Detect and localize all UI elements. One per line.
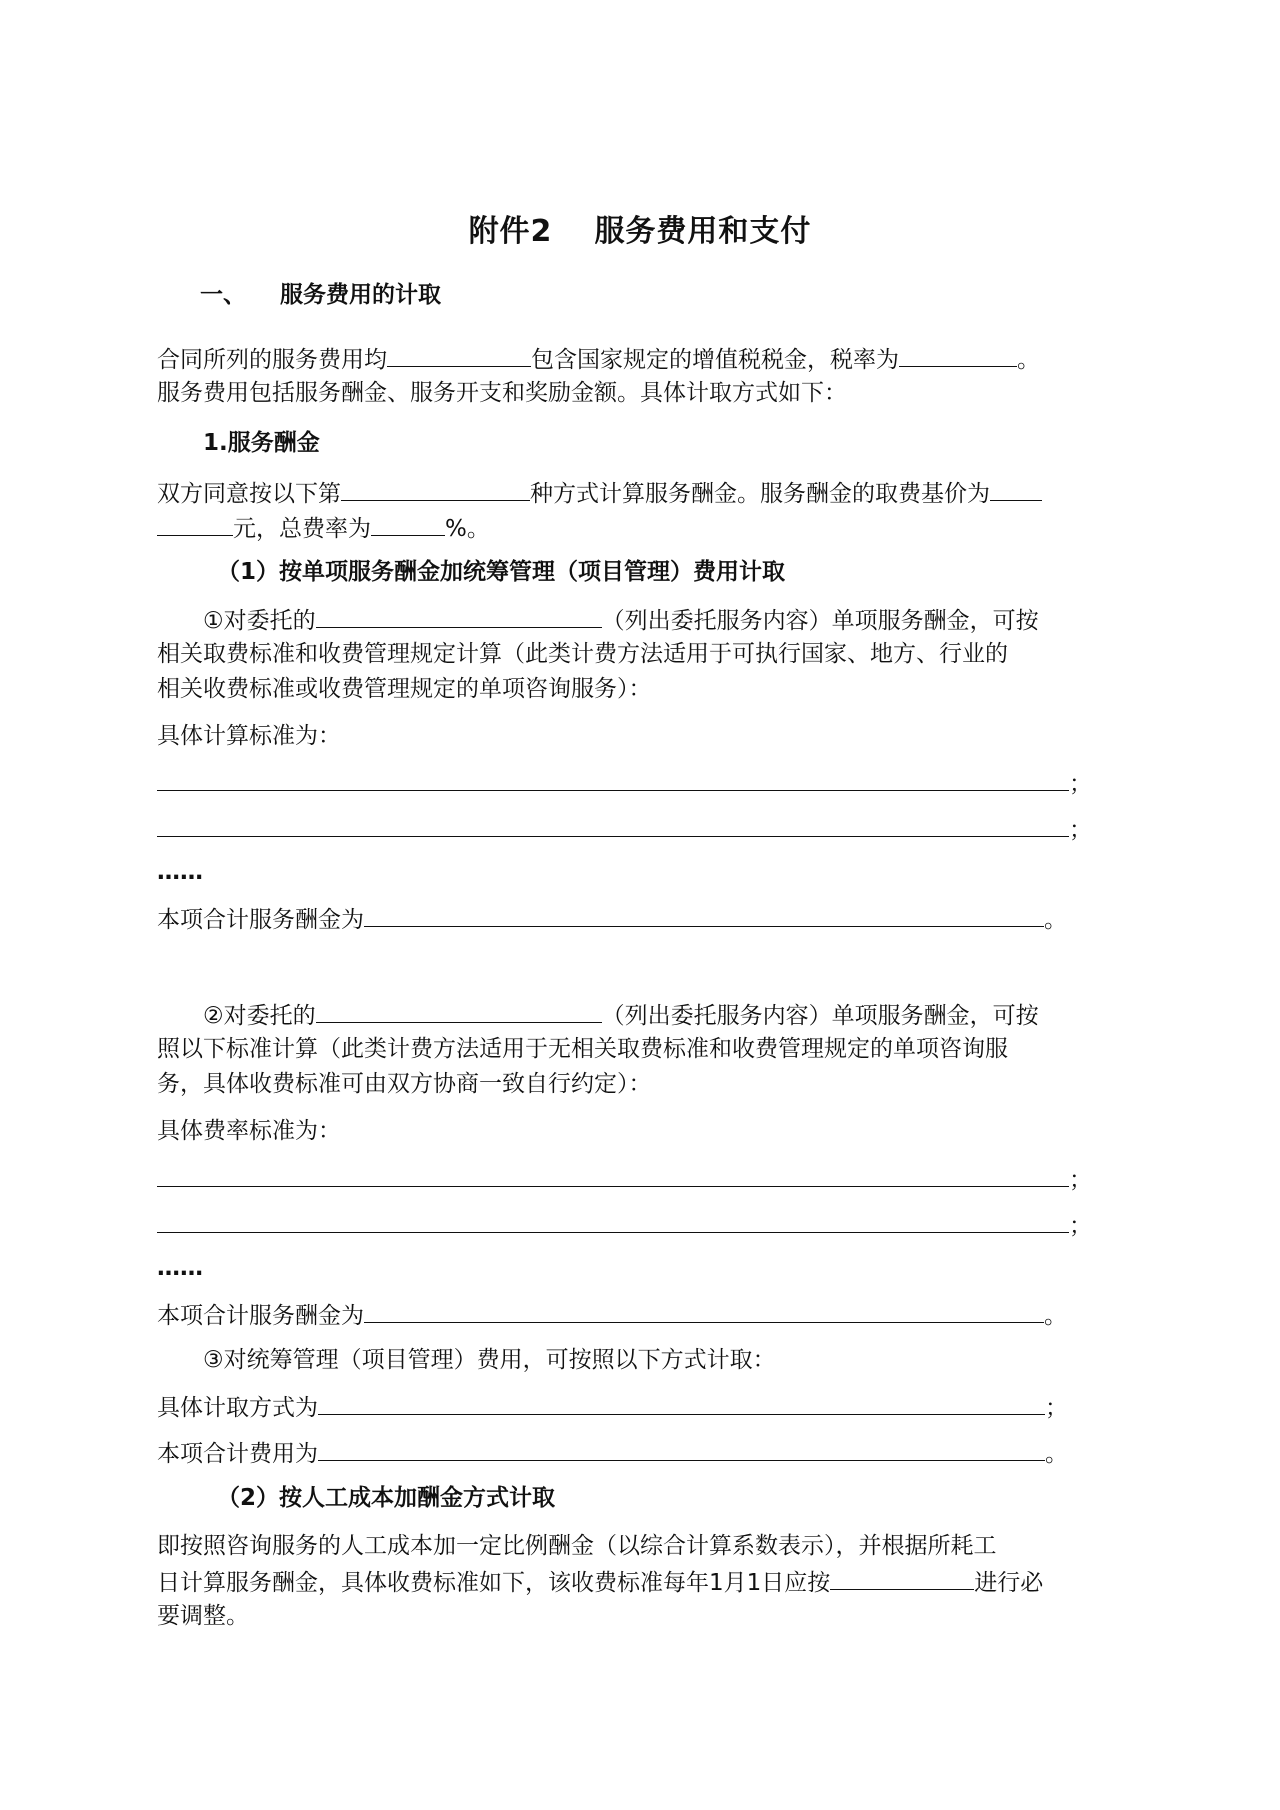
- method1-b-line-3: 务，具体收费标准可由双方协商一致自行约定）：: [157, 1071, 652, 1097]
- method1-c-line-1: ③对统筹管理（项目管理）费用，可按照以下方式计取：: [203, 1347, 776, 1373]
- adjustment-basis-blank[interactable]: [830, 1565, 974, 1590]
- method1-b-line-1: ②对委托的 （列出委托服务内容）单项服务酬金，可按: [203, 998, 1039, 1032]
- method1-c-total: 本项合计费用为 。: [157, 1436, 1068, 1470]
- method1-c-method: 具体计取方式为 ；: [157, 1390, 1068, 1424]
- tax-rate-blank[interactable]: [899, 342, 1017, 367]
- c-method-blank[interactable]: [318, 1390, 1045, 1415]
- method2-heading: （2）按人工成本加酬金方式计取: [217, 1485, 556, 1511]
- base-price-blank-a[interactable]: [990, 476, 1042, 501]
- page-title: [0, 206, 1280, 250]
- item1-line-1: 双方同意按以下第 种方式计算服务酬金。服务酬金的取费基价为: [157, 476, 1042, 510]
- calc-standard-label: 具体计算标准为：: [157, 723, 341, 749]
- item1-heading: 1.服务酬金: [203, 430, 320, 456]
- ellipsis-2: ……: [157, 1255, 203, 1281]
- rate-standard-line-1: ；: [157, 1162, 1092, 1196]
- section-number: 一、: [200, 282, 246, 308]
- intro-line-1: 合同所列的服务费用均 包含国家规定的增值税税金，税率为 。: [157, 342, 1040, 376]
- total-rate-blank[interactable]: [371, 511, 445, 536]
- section-title: 服务费用的计取: [280, 282, 441, 308]
- vat-inclusion-blank[interactable]: [387, 342, 531, 367]
- rate-standard-label: 具体费率标准为：: [157, 1118, 341, 1144]
- method1-heading: （1）按单项服务酬金加统筹管理（项目管理）费用计取: [217, 559, 786, 585]
- intro-line-2: 服务费用包括服务酬金、服务开支和奖励金额。具体计取方式如下：: [157, 380, 847, 406]
- item1-line-2: 元，总费率为 %。: [157, 511, 490, 545]
- title-prefix: 附件2: [468, 214, 553, 249]
- c-total-blank[interactable]: [318, 1436, 1045, 1461]
- ellipsis-1: ……: [157, 859, 203, 885]
- calc-standard-line-1: ；: [157, 766, 1092, 800]
- method2-line-1: 即按照咨询服务的人工成本加一定比例酬金（以综合计算系数表示），并根据所耗工: [157, 1533, 997, 1559]
- method1-b-line-2: 照以下标准计算（此类计费方法适用于无相关取费标准和收费管理规定的单项咨询服: [157, 1036, 1008, 1062]
- rate-standard-blank-2[interactable]: [157, 1208, 1069, 1233]
- a-total-blank[interactable]: [364, 902, 1044, 927]
- rate-standard-blank-1[interactable]: [157, 1162, 1069, 1187]
- method-number-blank[interactable]: [341, 476, 530, 501]
- b-total-blank[interactable]: [364, 1298, 1044, 1323]
- section-heading: [200, 279, 441, 311]
- service-content-blank-2[interactable]: [316, 998, 602, 1023]
- title-main: 服务费用和支付: [594, 214, 812, 249]
- method1-a-line-3: 相关收费标准或收费管理规定的单项咨询服务）：: [157, 676, 652, 702]
- calc-standard-line-2: ；: [157, 812, 1092, 846]
- method2-line-2: 日计算服务酬金，具体收费标准如下，该收费标准每年1月1日应按 进行必: [157, 1565, 1043, 1599]
- base-price-blank-b[interactable]: [157, 511, 233, 536]
- method2-line-3: 要调整。: [157, 1603, 249, 1629]
- method1-b-total: 本项合计服务酬金为 。: [157, 1298, 1067, 1332]
- service-content-blank-1[interactable]: [316, 603, 602, 628]
- calc-standard-blank-2[interactable]: [157, 812, 1069, 837]
- method1-a-line-2: 相关取费标准和收费管理规定计算（此类计费方法适用于可执行国家、地方、行业的: [157, 641, 1008, 667]
- calc-standard-blank-1[interactable]: [157, 766, 1069, 791]
- method1-a-total: 本项合计服务酬金为 。: [157, 902, 1067, 936]
- method1-a-line-1: ①对委托的 （列出委托服务内容）单项服务酬金，可按: [203, 603, 1039, 637]
- rate-standard-line-2: ；: [157, 1208, 1092, 1242]
